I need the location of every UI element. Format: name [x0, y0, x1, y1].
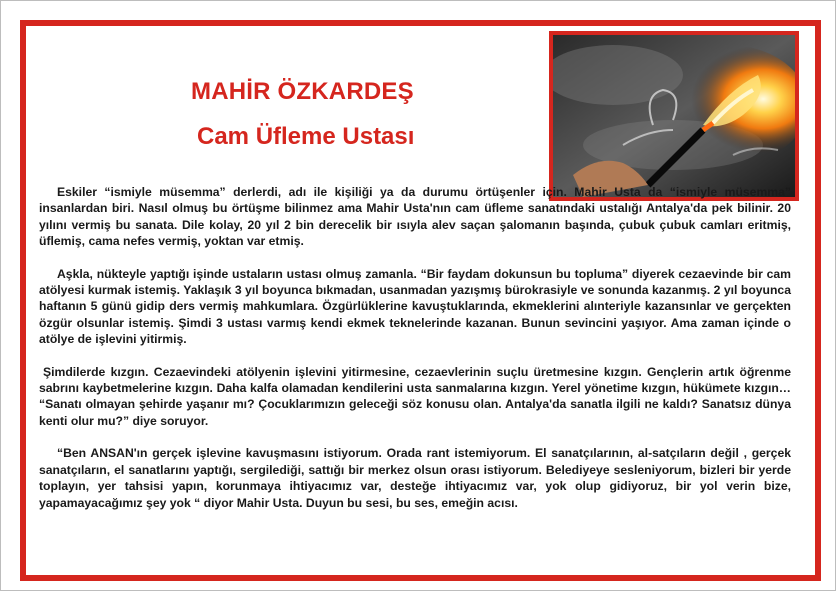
article-paragraph-4: “Ben ANSAN'ın gerçek işlevine kavuşmasını istiyorum. Orada rant istemiyorum. El sanatçılarının, al-satçıların değil , gerçek sanatçıların, el sanatlarını yaptığı, sergilediği, sattığı bir merkez olsun orası istiyorum. Belediyeye sesleniyorum, bizleri bir yerde toplayın, yer tahsisi yapın, korunmaya ihtiyacımız var, desteğe ihtiyacımız var, yok olup gidiyoruz, bir yol verin bize, yapamayacağımız şey yok “ diyor Mahir Usta. Duyun bu sesi, bu ses, emeğin acısı.: [39, 446, 791, 510]
page-subtitle: Cam Üfleme Ustası: [197, 123, 415, 150]
glassblowing-flame-icon: [553, 35, 795, 197]
article-paragraph-1: Eskiler “ismiyle müsemma” derlerdi, adı ile kişiliği ya da durumu örtüşenler için. Mahir Usta da “ismiyle müsemma” insanlardan biri. Nasıl olmuş bu örtüşme bilinmez ama Mahir Usta'nın cam üfleme sanatındaki ustalığı Antalya'da pek bilinir. 20 yılını vermiş bu sanata. Dile kolay, 20 yıl 2 bin derecelik bir ısıyla alev saçan şalomanın başında, çubuk çubuk camları eritmiş, üflemiş, cama nefes vermiş, yoktan var etmiş.: [39, 185, 791, 249]
glassblowing-photo: [549, 31, 799, 201]
article-paragraph-2: Aşkla, nükteyle yaptığı işinde ustaların ustası olmuş zamanla. “Bir faydam dokunsun bu topluma” diyerek cezaevinde bir cam atölyesi kurmak istemiş. Yaklaşık 3 yıl boyunca bıkmadan, usanmadan yazışmış bürokrasiyle ve sonunda kazanmış. 2 yıl boyunca haftanın 5 günü gidip ders vermiş mahkumlara. Özgürlüklerine kavuştuklarında, ekmeklerini alınteriyle kazansınlar ve gerçekten özgür olsunlar istemiş. Şimdi 3 ustası varmış kendi ekmek teknelerinde kazanan. Bunun sevincini yaşıyor. Ama zaman içinde o atölye de işlevini yitirmiş.: [39, 266, 791, 347]
article-body: [39, 184, 791, 527]
article-paragraph-3: Şimdilerde kızgın. Cezaevindeki atölyenin işlevini yitirmesine, cezaevlerinin suçlu üretmesine kızgın. Gençlerin artık öğrenme sabrını kaybetmelerine kızgın. Daha kalfa olamadan kendilerini usta sanmalarına kızgın. Yerel yönetime kızgın, hükümete kızgın… “Sanatı olmayan şehirde yaşanır mı? Çocuklarımızın geleceği söz konusu olan. Antalya'da sanatla ilgili ne kaldı? Sanatsız dünya kenti olur mu?” diye soruyor.: [39, 364, 791, 428]
page-title: MAHİR ÖZKARDEŞ: [191, 78, 414, 105]
